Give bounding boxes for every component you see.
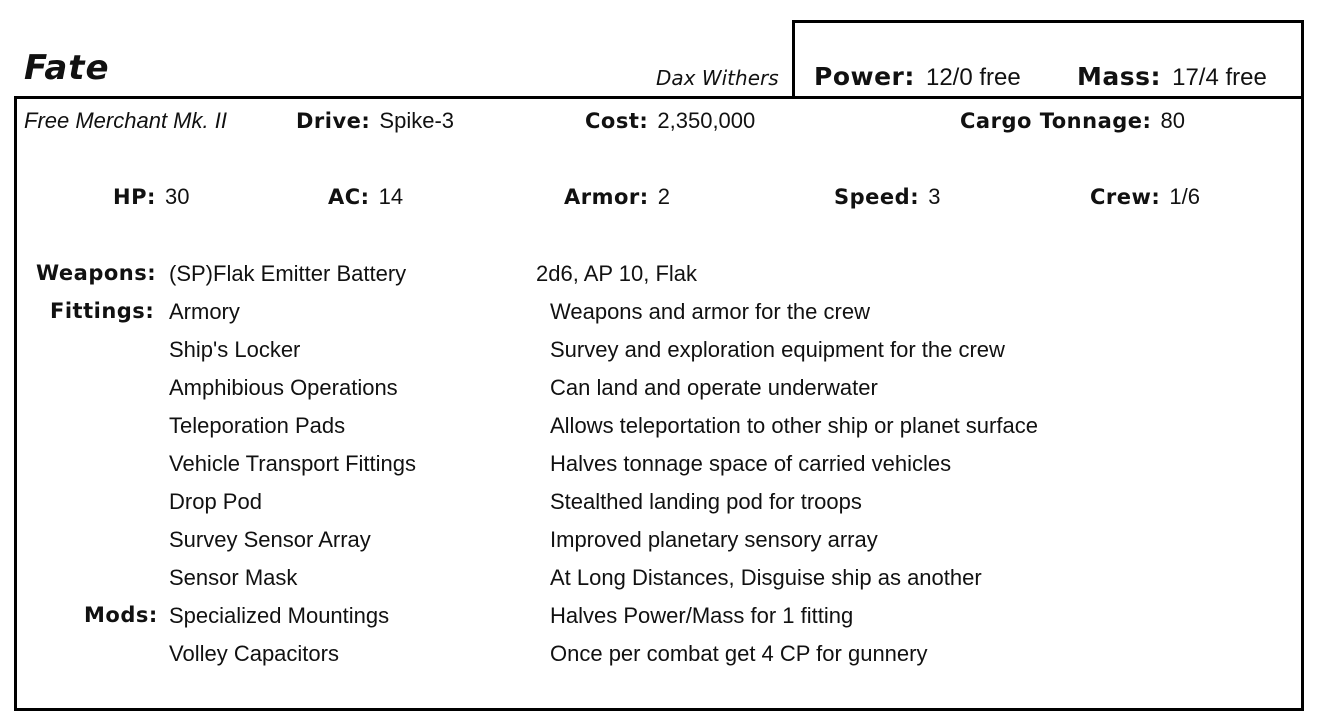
speed-label: Speed bbox=[834, 185, 911, 209]
fitting-name: Armory bbox=[169, 299, 240, 324]
drive-field: Drive: Spike-3 bbox=[296, 108, 455, 133]
power-value: 12/0 free bbox=[925, 64, 1021, 91]
fitting-desc: Halves tonnage space of carried vehicles bbox=[550, 451, 952, 476]
fitting-desc: Improved planetary sensory array bbox=[550, 527, 878, 552]
armor-label: Armor bbox=[564, 185, 640, 209]
ac-field: AC: 14 bbox=[328, 184, 404, 209]
crew-label: Crew bbox=[1090, 185, 1152, 209]
cost-field: Cost: 2,350,000 bbox=[585, 108, 756, 133]
mod-desc: Once per combat get 4 CP for gunnery bbox=[550, 641, 928, 666]
ac-label: AC bbox=[328, 185, 361, 209]
fitting-desc: Allows teleportation to other ship or planet surface bbox=[550, 413, 1038, 438]
drive-label: Drive bbox=[296, 109, 362, 133]
mod-name: Volley Capacitors bbox=[169, 641, 339, 666]
fitting-name: Drop Pod bbox=[169, 489, 262, 514]
ship-name: Fate bbox=[24, 48, 110, 88]
mod-desc: Halves Power/Mass for 1 fitting bbox=[550, 603, 854, 628]
hp-field: HP: 30 bbox=[113, 184, 190, 209]
power-field: Power: 12/0 free bbox=[814, 62, 1021, 91]
fitting-desc: At Long Distances, Disguise ship as another bbox=[550, 565, 982, 590]
ship-class: Free Merchant Mk. II bbox=[24, 108, 227, 133]
cargo-field: Cargo Tonnage: 80 bbox=[960, 108, 1186, 133]
hp-value: 30 bbox=[164, 184, 190, 209]
fitting-desc: Weapons and armor for the crew bbox=[550, 299, 870, 324]
cargo-label: Cargo Tonnage bbox=[960, 109, 1143, 133]
armor-value: 2 bbox=[657, 184, 671, 209]
mods-section-label: Mods: bbox=[84, 603, 158, 627]
drive-value: Spike-3 bbox=[379, 108, 455, 133]
cargo-value: 80 bbox=[1160, 108, 1186, 133]
mass-label: Mass bbox=[1077, 62, 1151, 91]
mass-value: 17/4 free bbox=[1172, 64, 1267, 91]
weapons-section-label: Weapons: bbox=[36, 261, 157, 285]
fitting-name: Survey Sensor Array bbox=[169, 527, 371, 552]
cost-label: Cost bbox=[585, 109, 640, 133]
fitting-name: Sensor Mask bbox=[169, 565, 298, 590]
fitting-name: Vehicle Transport Fittings bbox=[169, 451, 417, 476]
crew-value: 1/6 bbox=[1169, 184, 1201, 209]
weapon-name: (SP)Flak Emitter Battery bbox=[169, 261, 407, 286]
mod-name: Specialized Mountings bbox=[169, 603, 390, 628]
cost-value: 2,350,000 bbox=[657, 108, 756, 133]
mass-field: Mass: 17/4 free bbox=[1077, 62, 1267, 91]
hp-label: HP bbox=[113, 185, 147, 209]
fitting-desc: Can land and operate underwater bbox=[550, 375, 878, 400]
speed-value: 3 bbox=[928, 184, 941, 209]
weapon-desc: 2d6, AP 10, Flak bbox=[536, 261, 698, 286]
speed-field: Speed: 3 bbox=[834, 184, 941, 209]
armor-field: Armor: 2 bbox=[564, 184, 671, 209]
fitting-name: Ship's Locker bbox=[169, 337, 301, 362]
ship-owner: Dax Withers bbox=[656, 66, 779, 90]
fitting-desc: Stealthed landing pod for troops bbox=[550, 489, 862, 514]
fitting-name: Amphibious Operations bbox=[169, 375, 398, 400]
fitting-name: Teleporation Pads bbox=[169, 413, 346, 438]
fittings-section-label: Fittings: bbox=[50, 299, 155, 323]
fitting-desc: Survey and exploration equipment for the crew bbox=[550, 337, 1005, 362]
crew-field: Crew: 1/6 bbox=[1090, 184, 1201, 209]
power-label: Power bbox=[814, 62, 905, 91]
ac-value: 14 bbox=[378, 184, 404, 209]
